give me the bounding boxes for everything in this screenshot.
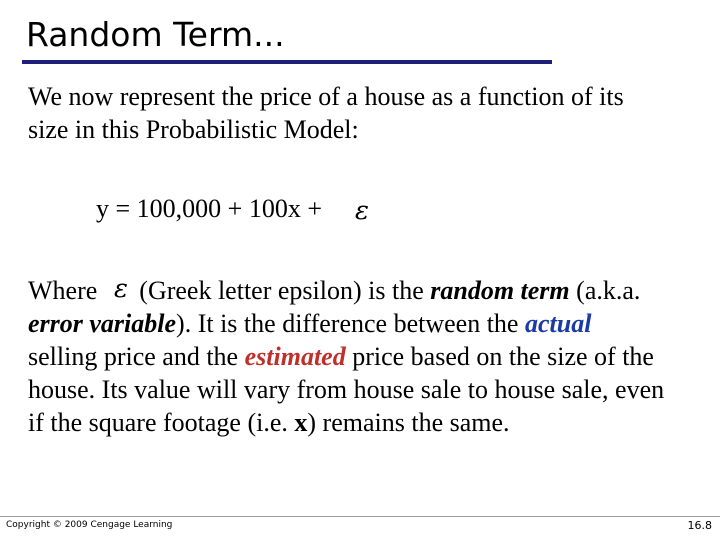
epsilon-symbol: ε [355, 196, 369, 226]
actual-highlight: actual [524, 309, 592, 338]
explanation-line-5 [28, 406, 510, 439]
selling-price-text: selling price and the [28, 342, 239, 371]
explanation-line-2 [28, 307, 591, 340]
square-footage-text: if the square footage (i.e. [28, 408, 288, 437]
explanation-line-4: house. Its value will vary from house sale to house sale, even [28, 375, 665, 404]
epsilon-inline-symbol: ε [114, 274, 128, 304]
copyright-notice: Copyright © 2009 Cengage Learning [6, 520, 173, 530]
greek-letter-note: (Greek letter epsilon) is the [139, 276, 424, 305]
aka-label: (a.k.a. [576, 276, 641, 305]
x-variable: x [294, 408, 308, 437]
estimated-highlight: estimated [244, 342, 346, 371]
intro-line-1: We now represent the price of a house as a function of its [28, 82, 624, 111]
slide-title: Random Term... [26, 15, 285, 54]
difference-text: ). It is the difference between the [176, 309, 519, 338]
footer-divider [0, 516, 720, 517]
price-based-text: price based on the size of the [352, 342, 654, 371]
equation-text: y = 100,000 + 100x + [96, 194, 322, 223]
page-number: 16.8 [687, 519, 712, 532]
intro-line-2: size in this Probabilistic Model: [28, 115, 359, 144]
where-label: Where [28, 276, 98, 305]
random-term-emphasis: random term [430, 276, 570, 305]
remains-same-text: ) remains the same. [307, 408, 510, 437]
error-variable-emphasis: error variable [28, 309, 177, 338]
title-underline [22, 60, 552, 64]
explanation-line-3 [28, 340, 654, 373]
